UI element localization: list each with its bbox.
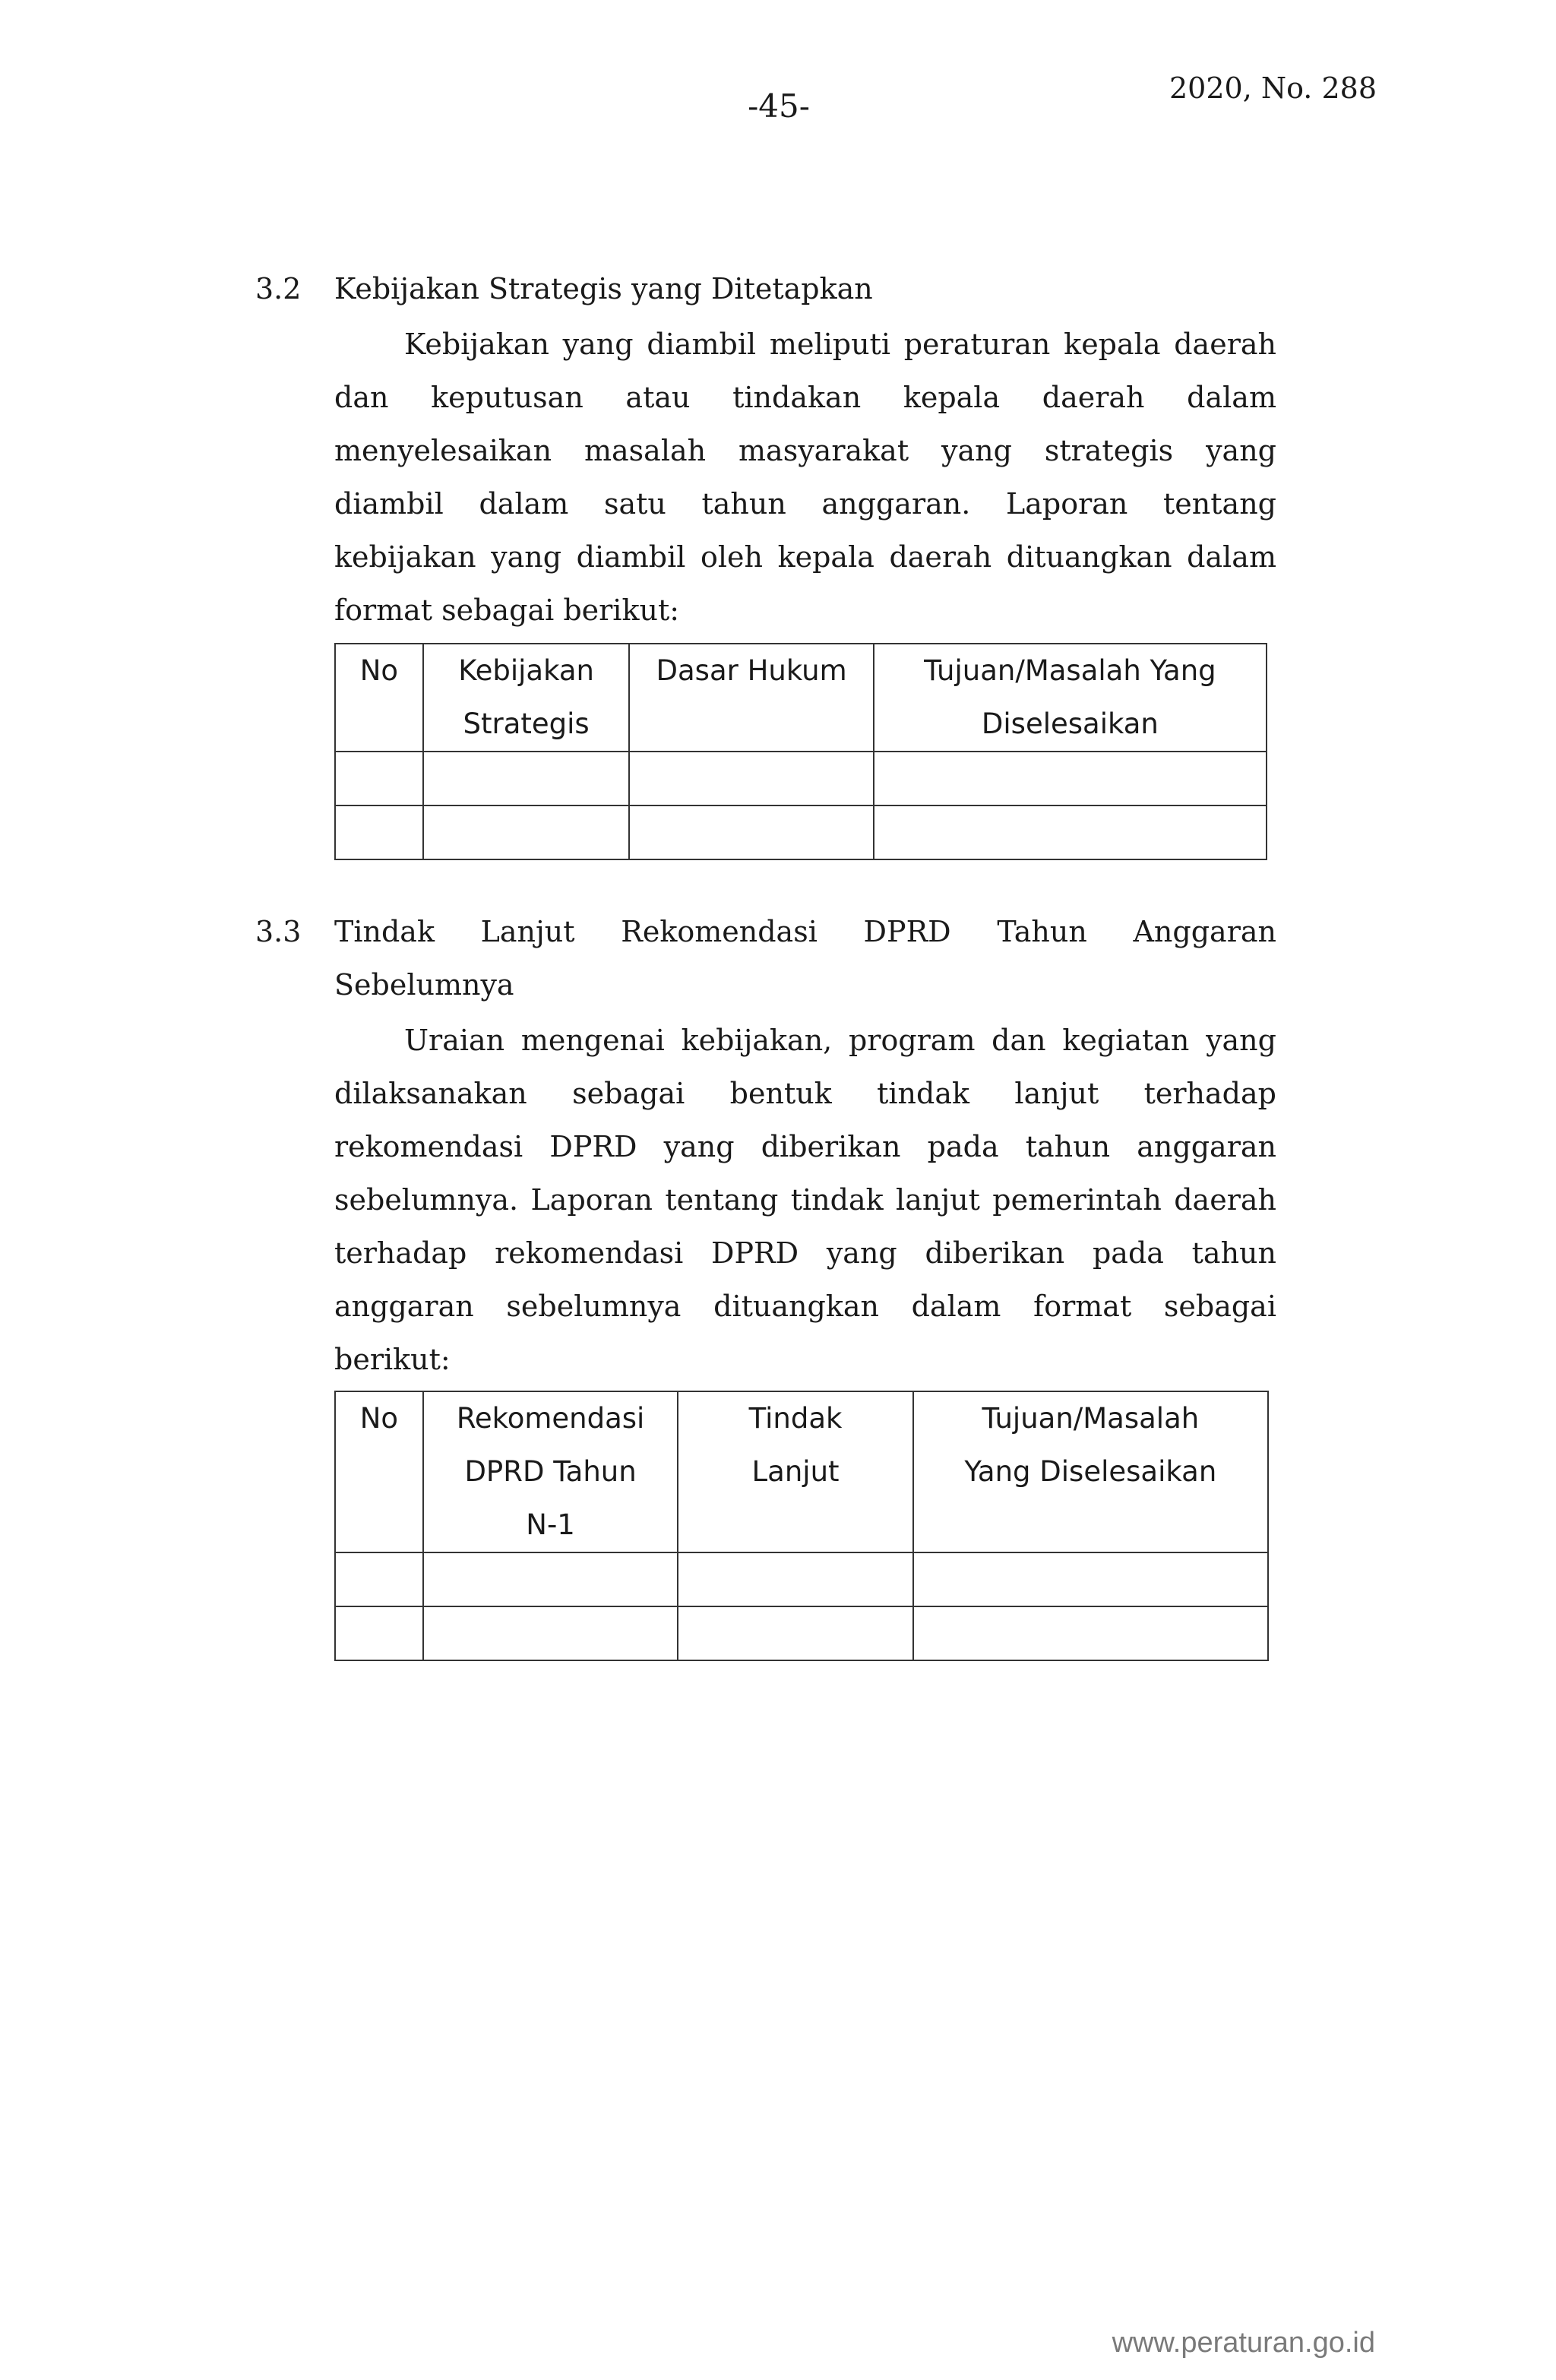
table-cell	[913, 1606, 1268, 1660]
paragraph-line: menyelesaikan masalah masyarakat yang strategis yang	[334, 434, 1276, 467]
paragraph-line: terhadap rekomendasi DPRD yang diberikan pada tahun	[334, 1236, 1276, 1270]
table-cell	[678, 1552, 912, 1606]
table-row	[335, 805, 1267, 859]
table-cell	[423, 1606, 678, 1660]
table-cell	[423, 1552, 678, 1606]
page-number: -45-	[748, 87, 810, 125]
section-number-3-2: 3.2	[255, 272, 302, 305]
table-cell	[335, 805, 423, 859]
table-cell	[335, 1552, 423, 1606]
table-header-cell: Kebijakan Strategis	[423, 644, 630, 752]
table-cell	[423, 752, 630, 805]
table-cell	[678, 1606, 912, 1660]
paragraph-3-2	[334, 318, 1276, 637]
table-row	[335, 1606, 1268, 1660]
table-header-cell: Rekomendasi DPRD Tahun N-1	[423, 1391, 678, 1552]
table-header-cell: Tujuan/Masalah Yang Diselesaikan	[874, 644, 1267, 752]
paragraph-line: Uraian mengenai kebijakan, program dan kegiatan yang	[404, 1024, 1276, 1057]
table-header-row	[335, 1391, 1268, 1552]
table-cell	[874, 752, 1267, 805]
section-title-line: Tindak Lanjut Rekomendasi DPRD Tahun Anggaran	[334, 915, 1276, 948]
section-title-3-2: Kebijakan Strategis yang Ditetapkan	[334, 272, 873, 305]
table-cell	[335, 752, 423, 805]
paragraph-line: rekomendasi DPRD yang diberikan pada tahun anggaran	[334, 1130, 1276, 1163]
table-header-cell: No	[335, 644, 423, 752]
table-cell	[335, 1606, 423, 1660]
paragraph-line: anggaran sebelumnya dituangkan dalam format sebagai	[334, 1290, 1276, 1323]
paragraph-line: kebijakan yang diambil oleh kepala daerah dituangkan dalam	[334, 540, 1276, 574]
section-title-line: Sebelumnya	[334, 968, 514, 1002]
section-number-3-3: 3.3	[255, 915, 302, 948]
paragraph-line: sebelumnya. Laporan tentang tindak lanjut pemerintah daerah	[334, 1183, 1276, 1217]
paragraph-line: dan keputusan atau tindakan kepala daerah dalam	[334, 381, 1276, 414]
section-title-3-3	[334, 915, 1276, 1021]
paragraph-line: diambil dalam satu tahun anggaran. Laporan tentang	[334, 487, 1276, 521]
table-cell	[874, 805, 1267, 859]
table-header-cell: Tujuan/Masalah Yang Diselesaikan	[913, 1391, 1268, 1552]
paragraph-line: berikut:	[334, 1343, 451, 1376]
table-cell	[629, 805, 873, 859]
table-row	[335, 752, 1267, 805]
table-header-cell: Tindak Lanjut	[678, 1391, 912, 1552]
table-header-cell: Dasar Hukum	[629, 644, 873, 752]
table-tindak-lanjut-rekomendasi	[334, 1391, 1269, 1661]
paragraph-line: dilaksanakan sebagai bentuk tindak lanjut terhadap	[334, 1077, 1276, 1110]
paragraph-line: Kebijakan yang diambil meliputi peraturan kepala daerah	[404, 328, 1276, 361]
paragraph-3-3	[334, 1014, 1276, 1386]
table-cell	[423, 805, 630, 859]
table-header-cell: No	[335, 1391, 423, 1552]
table-cell	[629, 752, 873, 805]
table-header-row	[335, 644, 1267, 752]
table-kebijakan-strategis	[334, 643, 1267, 860]
paragraph-line: format sebagai berikut:	[334, 593, 680, 627]
table-row	[335, 1552, 1268, 1606]
document-reference: 2020, No. 288	[1169, 71, 1377, 105]
watermark-url: www.peraturan.go.id	[1112, 2327, 1375, 2359]
table-cell	[913, 1552, 1268, 1606]
